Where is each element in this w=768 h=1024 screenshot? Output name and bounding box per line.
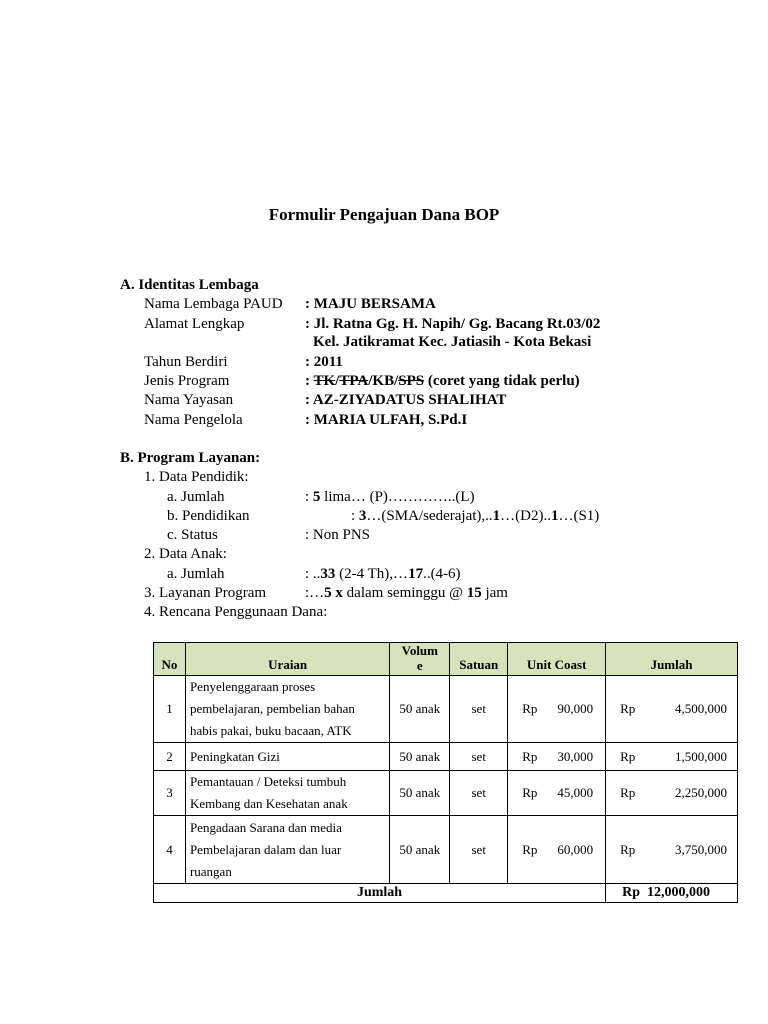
budget-table: [153, 642, 738, 903]
row-uraian: Penyelenggaraan proses pembelajaran, pembelian bahan habis pakai, buku bacaan, ATK: [185, 676, 389, 743]
value-layanan-program: :…5 x dalam seminggu @ 15 jam: [305, 585, 508, 601]
row-no: 2: [154, 743, 186, 771]
label-pendidikan: b. Pendidikan: [167, 508, 250, 524]
header-volume: Volum e: [390, 643, 450, 676]
label-alamat: Alamat Lengkap: [144, 316, 245, 332]
row-jumlah: Rp 2,250,000: [606, 771, 738, 816]
row-volume: 50 anak: [390, 771, 450, 816]
value-jumlah-anak: : ..33 (2-4 Th),…17..(4-6): [305, 566, 461, 582]
label-jenis-program: Jenis Program: [144, 373, 230, 389]
row-jumlah: Rp 4,500,000: [606, 676, 738, 743]
row-satuan: set: [450, 676, 508, 743]
row-unit-coast: Rp 30,000: [508, 743, 606, 771]
value-alamat-1: : Jl. Ratna Gg. H. Napih/ Gg. Bacang Rt.03/02: [305, 316, 601, 332]
value-jenis-program: : TK/TPA/KB/SPS (coret yang tidak perlu): [305, 373, 580, 389]
item-rencana-dana: 4. Rencana Penggunaan Dana:: [144, 604, 328, 620]
value-status: : Non PNS: [305, 527, 371, 543]
value-jumlah-pendidik: : 5 lima… (P)…………..(L): [305, 489, 475, 505]
table-total-row: [154, 884, 738, 903]
row-volume: 50 anak: [390, 816, 450, 884]
table-row: [154, 676, 738, 743]
table-row: [154, 743, 738, 771]
value-pendidikan: : 3…(SMA/sederajat),..1…(D2)..1…(S1): [351, 508, 600, 524]
label-jumlah-pendidik: a. Jumlah: [167, 489, 225, 505]
label-nama-pengelola: Nama Pengelola: [144, 412, 243, 428]
value-nama-yayasan: : AZ-ZIYADATUS SHALIHAT: [305, 392, 507, 408]
label-nama-lembaga: Nama Lembaga PAUD: [144, 296, 283, 312]
value-nama-lembaga: : MAJU BERSAMA: [305, 296, 436, 312]
header-satuan: Satuan: [450, 643, 508, 676]
section-b-heading: B. Program Layanan:: [120, 450, 261, 466]
item-data-anak: 2. Data Anak:: [144, 546, 227, 562]
row-jumlah: Rp 3,750,000: [606, 816, 738, 884]
label-nama-yayasan: Nama Yayasan: [144, 392, 234, 408]
row-uraian: Pemantauan / Deteksi tumbuh Kembang dan Kesehatan anak: [185, 771, 389, 816]
header-uraian: Uraian: [185, 643, 389, 676]
header-no: No: [154, 643, 186, 676]
label-jumlah-anak: a. Jumlah: [167, 566, 225, 582]
table-row: [154, 816, 738, 884]
label-layanan-program: 3. Layanan Program: [144, 585, 267, 601]
row-satuan: set: [450, 771, 508, 816]
page-title: Formulir Pengajuan Dana BOP: [268, 205, 500, 224]
row-volume: 50 anak: [390, 676, 450, 743]
label-status: c. Status: [167, 527, 218, 543]
table-row: [154, 771, 738, 816]
header-jumlah: Jumlah: [606, 643, 738, 676]
row-unit-coast: Rp 90,000: [508, 676, 606, 743]
row-uraian: Peningkatan Gizi: [185, 743, 389, 771]
row-volume: 50 anak: [390, 743, 450, 771]
label-tahun-berdiri: Tahun Berdiri: [144, 354, 228, 370]
value-nama-pengelola: : MARIA ULFAH, S.Pd.I: [305, 412, 468, 428]
header-unit-coast: Unit Coast: [508, 643, 606, 676]
value-tahun-berdiri: : 2011: [305, 354, 343, 370]
row-no: 3: [154, 771, 186, 816]
total-value: Rp 12,000,000: [606, 884, 738, 903]
row-unit-coast: Rp 60,000: [508, 816, 606, 884]
row-uraian: Pengadaan Sarana dan media Pembelajaran dalam dan luar ruangan: [185, 816, 389, 884]
total-label: Jumlah: [154, 884, 606, 903]
row-no: 1: [154, 676, 186, 743]
row-satuan: set: [450, 743, 508, 771]
row-jumlah: Rp 1,500,000: [606, 743, 738, 771]
row-satuan: set: [450, 816, 508, 884]
item-data-pendidik: 1. Data Pendidik:: [144, 469, 249, 485]
section-a-heading: A. Identitas Lembaga: [120, 277, 259, 293]
table-header-row: [154, 643, 738, 676]
row-unit-coast: Rp 45,000: [508, 771, 606, 816]
value-alamat-2: Kel. Jatikramat Kec. Jatiasih - Kota Bekasi: [313, 334, 592, 350]
row-no: 4: [154, 816, 186, 884]
